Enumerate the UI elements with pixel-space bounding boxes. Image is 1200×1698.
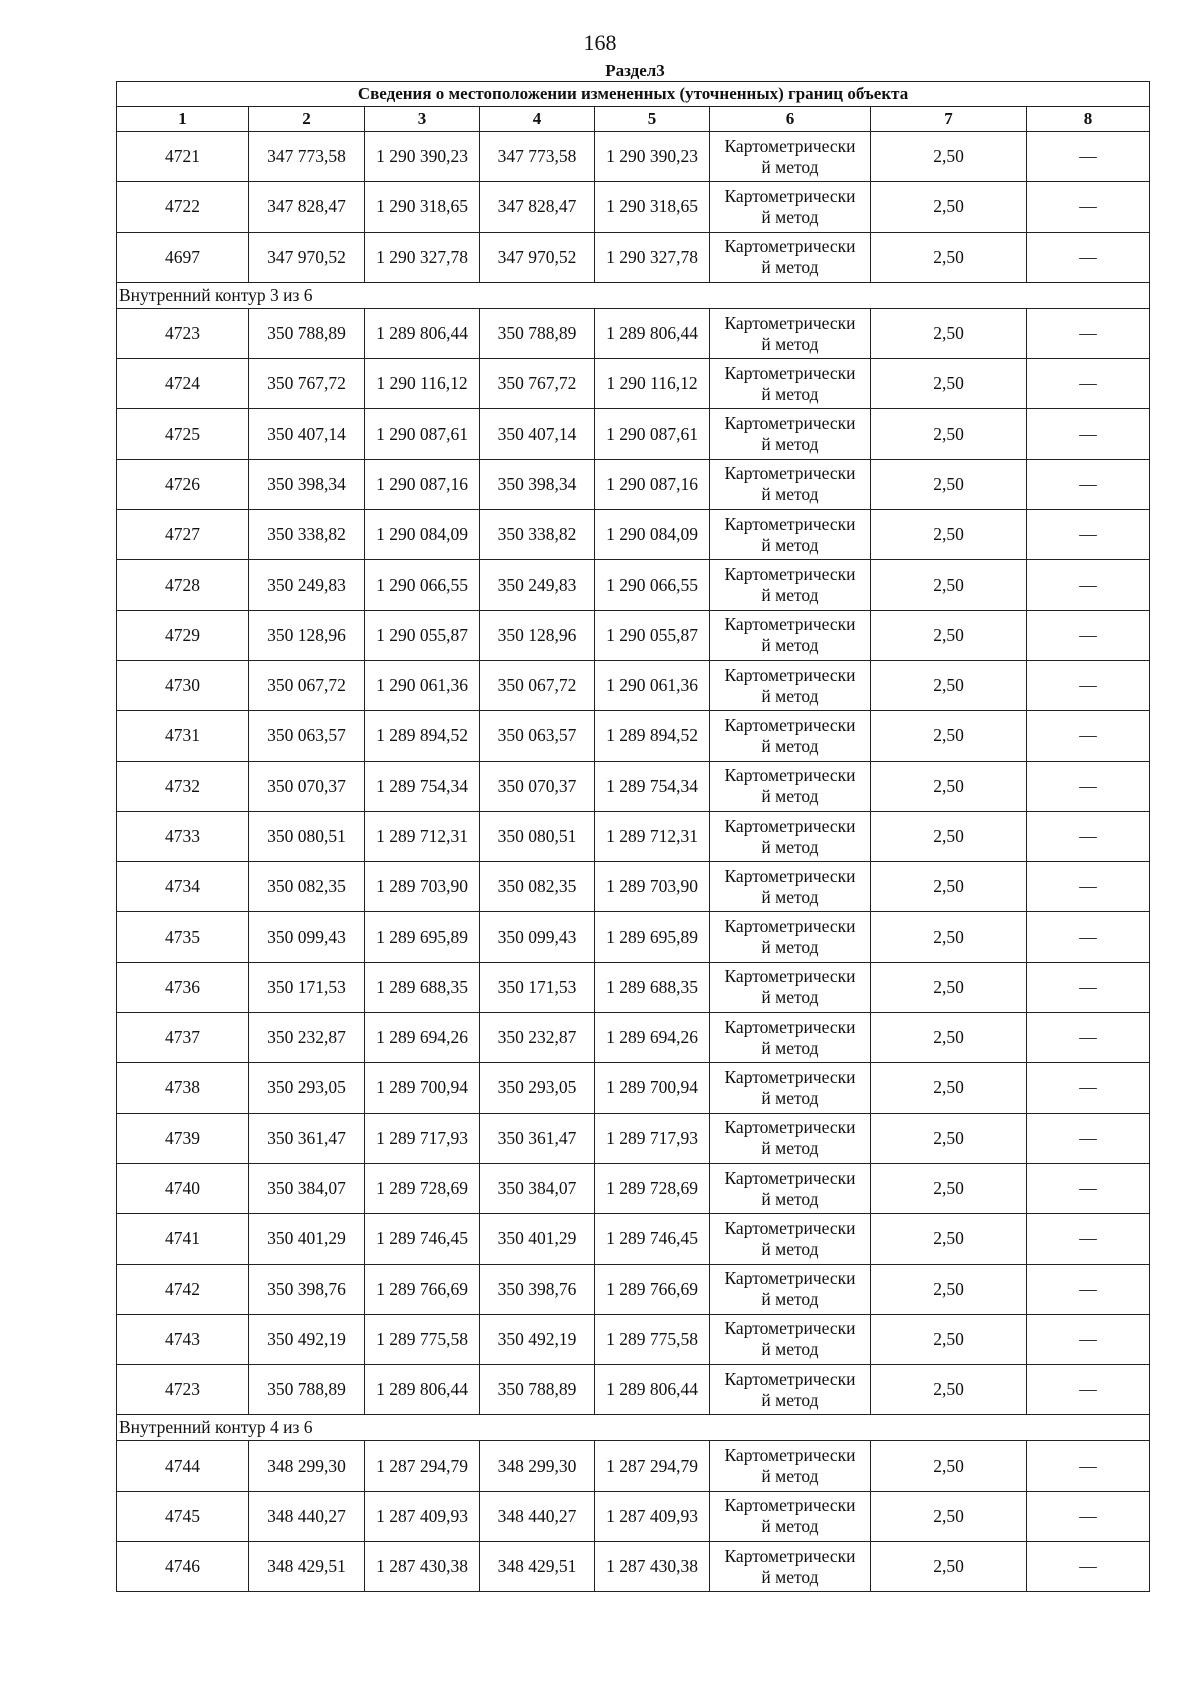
table-row xyxy=(117,711,1150,761)
method-cell: Картометрически й метод xyxy=(710,1441,871,1491)
accuracy-cell: 2,50 xyxy=(871,1542,1027,1592)
accuracy-cell: 2,50 xyxy=(871,761,1027,811)
x-coordinate-cell: 350 082,35 xyxy=(480,862,595,912)
y-coordinate-cell: 1 290 087,16 xyxy=(365,459,480,509)
y-coordinate-cell: 1 290 084,09 xyxy=(595,510,710,560)
description-cell: — xyxy=(1027,1163,1150,1213)
y-coordinate-cell: 1 287 294,79 xyxy=(595,1441,710,1491)
table-row xyxy=(117,1542,1150,1592)
table-row xyxy=(117,1314,1150,1364)
accuracy-cell: 2,50 xyxy=(871,1264,1027,1314)
point-number-cell: 4727 xyxy=(117,510,249,560)
table-row xyxy=(117,761,1150,811)
table-row xyxy=(117,912,1150,962)
y-coordinate-cell: 1 289 746,45 xyxy=(595,1214,710,1264)
x-coordinate-cell: 350 063,57 xyxy=(480,711,595,761)
y-coordinate-cell: 1 290 087,61 xyxy=(595,409,710,459)
x-coordinate-cell: 347 970,52 xyxy=(249,232,365,282)
method-cell: Картометрически й метод xyxy=(710,912,871,962)
point-number-cell: 4730 xyxy=(117,660,249,710)
method-cell: Картометрически й метод xyxy=(710,359,871,409)
x-coordinate-cell: 347 828,47 xyxy=(480,182,595,232)
table-row xyxy=(117,1491,1150,1541)
point-number-cell: 4736 xyxy=(117,962,249,1012)
table-row xyxy=(117,1264,1150,1314)
description-cell: — xyxy=(1027,1013,1150,1063)
description-cell: — xyxy=(1027,1214,1150,1264)
accuracy-cell: 2,50 xyxy=(871,560,1027,610)
y-coordinate-cell: 1 289 712,31 xyxy=(365,811,480,861)
y-coordinate-cell: 1 289 703,90 xyxy=(365,862,480,912)
x-coordinate-cell: 350 401,29 xyxy=(249,1214,365,1264)
table-row xyxy=(117,308,1150,358)
column-header: 6 xyxy=(710,107,871,132)
x-coordinate-cell: 350 398,34 xyxy=(480,459,595,509)
x-coordinate-cell: 348 440,27 xyxy=(249,1491,365,1541)
y-coordinate-cell: 1 290 116,12 xyxy=(595,359,710,409)
accuracy-cell: 2,50 xyxy=(871,1063,1027,1113)
description-cell: — xyxy=(1027,409,1150,459)
x-coordinate-cell: 350 171,53 xyxy=(480,962,595,1012)
point-number-cell: 4746 xyxy=(117,1542,249,1592)
column-header: 3 xyxy=(365,107,480,132)
y-coordinate-cell: 1 290 318,65 xyxy=(595,182,710,232)
method-cell: Картометрически й метод xyxy=(710,232,871,282)
point-number-cell: 4738 xyxy=(117,1063,249,1113)
x-coordinate-cell: 350 401,29 xyxy=(480,1214,595,1264)
description-cell: — xyxy=(1027,182,1150,232)
x-coordinate-cell: 350 767,72 xyxy=(249,359,365,409)
y-coordinate-cell: 1 290 066,55 xyxy=(365,560,480,610)
x-coordinate-cell: 350 070,37 xyxy=(249,761,365,811)
y-coordinate-cell: 1 290 066,55 xyxy=(595,560,710,610)
y-coordinate-cell: 1 287 294,79 xyxy=(365,1441,480,1491)
accuracy-cell: 2,50 xyxy=(871,811,1027,861)
column-header: 8 xyxy=(1027,107,1150,132)
point-number-cell: 4743 xyxy=(117,1314,249,1364)
x-coordinate-cell: 350 788,89 xyxy=(480,308,595,358)
accuracy-cell: 2,50 xyxy=(871,132,1027,182)
method-cell: Картометрически й метод xyxy=(710,1063,871,1113)
point-number-cell: 4728 xyxy=(117,560,249,610)
table-row xyxy=(117,1113,1150,1163)
y-coordinate-cell: 1 290 327,78 xyxy=(365,232,480,282)
x-coordinate-cell: 350 293,05 xyxy=(249,1063,365,1113)
x-coordinate-cell: 348 299,30 xyxy=(249,1441,365,1491)
x-coordinate-cell: 350 099,43 xyxy=(249,912,365,962)
table-row xyxy=(117,811,1150,861)
x-coordinate-cell: 350 080,51 xyxy=(480,811,595,861)
accuracy-cell: 2,50 xyxy=(871,962,1027,1012)
x-coordinate-cell: 350 384,07 xyxy=(249,1163,365,1213)
method-cell: Картометрически й метод xyxy=(710,560,871,610)
method-cell: Картометрически й метод xyxy=(710,811,871,861)
accuracy-cell: 2,50 xyxy=(871,1441,1027,1491)
y-coordinate-cell: 1 289 806,44 xyxy=(595,1365,710,1415)
table-row xyxy=(117,1441,1150,1491)
x-coordinate-cell: 350 063,57 xyxy=(249,711,365,761)
method-cell: Картометрически й метод xyxy=(710,1491,871,1541)
x-coordinate-cell: 350 249,83 xyxy=(249,560,365,610)
x-coordinate-cell: 350 338,82 xyxy=(480,510,595,560)
description-cell: — xyxy=(1027,811,1150,861)
y-coordinate-cell: 1 290 327,78 xyxy=(595,232,710,282)
y-coordinate-cell: 1 289 766,69 xyxy=(365,1264,480,1314)
contour-label: Внутренний контур 4 из 6 xyxy=(117,1415,1150,1441)
y-coordinate-cell: 1 290 061,36 xyxy=(595,660,710,710)
accuracy-cell: 2,50 xyxy=(871,1314,1027,1364)
column-header: 4 xyxy=(480,107,595,132)
y-coordinate-cell: 1 287 430,38 xyxy=(595,1542,710,1592)
x-coordinate-cell: 350 492,19 xyxy=(249,1314,365,1364)
point-number-cell: 4729 xyxy=(117,610,249,660)
point-number-cell: 4742 xyxy=(117,1264,249,1314)
y-coordinate-cell: 1 290 087,61 xyxy=(365,409,480,459)
table-row xyxy=(117,232,1150,282)
y-coordinate-cell: 1 290 318,65 xyxy=(365,182,480,232)
description-cell: — xyxy=(1027,1491,1150,1541)
accuracy-cell: 2,50 xyxy=(871,610,1027,660)
description-cell: — xyxy=(1027,132,1150,182)
table-row xyxy=(117,510,1150,560)
method-cell: Картометрически й метод xyxy=(710,1163,871,1213)
description-cell: — xyxy=(1027,1314,1150,1364)
y-coordinate-cell: 1 289 754,34 xyxy=(595,761,710,811)
x-coordinate-cell: 350 788,89 xyxy=(249,1365,365,1415)
method-cell: Картометрически й метод xyxy=(710,132,871,182)
accuracy-cell: 2,50 xyxy=(871,359,1027,409)
table-row xyxy=(117,1365,1150,1415)
point-number-cell: 4735 xyxy=(117,912,249,962)
y-coordinate-cell: 1 290 087,16 xyxy=(595,459,710,509)
accuracy-cell: 2,50 xyxy=(871,1491,1027,1541)
accuracy-cell: 2,50 xyxy=(871,1214,1027,1264)
x-coordinate-cell: 347 773,58 xyxy=(249,132,365,182)
contour-header-row xyxy=(117,282,1150,308)
x-coordinate-cell: 350 767,72 xyxy=(480,359,595,409)
description-cell: — xyxy=(1027,1441,1150,1491)
y-coordinate-cell: 1 289 695,89 xyxy=(595,912,710,962)
y-coordinate-cell: 1 289 694,26 xyxy=(365,1013,480,1063)
y-coordinate-cell: 1 289 806,44 xyxy=(595,308,710,358)
accuracy-cell: 2,50 xyxy=(871,711,1027,761)
y-coordinate-cell: 1 289 754,34 xyxy=(365,761,480,811)
y-coordinate-cell: 1 289 700,94 xyxy=(365,1063,480,1113)
contour-label: Внутренний контур 3 из 6 xyxy=(117,282,1150,308)
accuracy-cell: 2,50 xyxy=(871,862,1027,912)
y-coordinate-cell: 1 289 894,52 xyxy=(365,711,480,761)
x-coordinate-cell: 347 970,52 xyxy=(480,232,595,282)
point-number-cell: 4734 xyxy=(117,862,249,912)
x-coordinate-cell: 350 249,83 xyxy=(480,560,595,610)
method-cell: Картометрически й метод xyxy=(710,1113,871,1163)
method-cell: Картометрически й метод xyxy=(710,660,871,710)
method-cell: Картометрически й метод xyxy=(710,1013,871,1063)
point-number-cell: 4739 xyxy=(117,1113,249,1163)
y-coordinate-cell: 1 289 700,94 xyxy=(595,1063,710,1113)
x-coordinate-cell: 347 828,47 xyxy=(249,182,365,232)
point-number-cell: 4726 xyxy=(117,459,249,509)
point-number-cell: 4737 xyxy=(117,1013,249,1063)
description-cell: — xyxy=(1027,711,1150,761)
y-coordinate-cell: 1 287 409,93 xyxy=(595,1491,710,1541)
column-header: 1 xyxy=(117,107,249,132)
accuracy-cell: 2,50 xyxy=(871,308,1027,358)
table-row xyxy=(117,409,1150,459)
x-coordinate-cell: 350 082,35 xyxy=(249,862,365,912)
section-title: Раздел3 xyxy=(605,61,665,80)
description-cell: — xyxy=(1027,510,1150,560)
accuracy-cell: 2,50 xyxy=(871,912,1027,962)
x-coordinate-cell: 350 788,89 xyxy=(249,308,365,358)
method-cell: Картометрически й метод xyxy=(710,1264,871,1314)
accuracy-cell: 2,50 xyxy=(871,510,1027,560)
accuracy-cell: 2,50 xyxy=(871,409,1027,459)
description-cell: — xyxy=(1027,1542,1150,1592)
contour-header-row xyxy=(117,1415,1150,1441)
method-cell: Картометрически й метод xyxy=(710,862,871,912)
y-coordinate-cell: 1 289 728,69 xyxy=(365,1163,480,1213)
y-coordinate-cell: 1 289 766,69 xyxy=(595,1264,710,1314)
method-cell: Картометрически й метод xyxy=(710,761,871,811)
y-coordinate-cell: 1 290 116,12 xyxy=(365,359,480,409)
y-coordinate-cell: 1 289 806,44 xyxy=(365,308,480,358)
x-coordinate-cell: 350 070,37 xyxy=(480,761,595,811)
y-coordinate-cell: 1 289 775,58 xyxy=(365,1314,480,1364)
point-number-cell: 4741 xyxy=(117,1214,249,1264)
y-coordinate-cell: 1 289 688,35 xyxy=(595,962,710,1012)
x-coordinate-cell: 350 788,89 xyxy=(480,1365,595,1415)
y-coordinate-cell: 1 289 806,44 xyxy=(365,1365,480,1415)
point-number-cell: 4722 xyxy=(117,182,249,232)
accuracy-cell: 2,50 xyxy=(871,459,1027,509)
x-coordinate-cell: 350 384,07 xyxy=(480,1163,595,1213)
method-cell: Картометрически й метод xyxy=(710,1365,871,1415)
x-coordinate-cell: 350 361,47 xyxy=(249,1113,365,1163)
table-row xyxy=(117,1214,1150,1264)
x-coordinate-cell: 350 232,87 xyxy=(249,1013,365,1063)
point-number-cell: 4723 xyxy=(117,1365,249,1415)
x-coordinate-cell: 350 128,96 xyxy=(249,610,365,660)
point-number-cell: 4740 xyxy=(117,1163,249,1213)
point-number-cell: 4721 xyxy=(117,132,249,182)
table-body xyxy=(117,132,1150,1592)
y-coordinate-cell: 1 289 694,26 xyxy=(595,1013,710,1063)
description-cell: — xyxy=(1027,761,1150,811)
method-cell: Картометрически й метод xyxy=(710,1314,871,1364)
table-row xyxy=(117,610,1150,660)
y-coordinate-cell: 1 290 390,23 xyxy=(595,132,710,182)
method-cell: Картометрически й метод xyxy=(710,711,871,761)
column-header: 7 xyxy=(871,107,1027,132)
x-coordinate-cell: 350 398,76 xyxy=(480,1264,595,1314)
description-cell: — xyxy=(1027,962,1150,1012)
point-number-cell: 4731 xyxy=(117,711,249,761)
y-coordinate-cell: 1 290 084,09 xyxy=(365,510,480,560)
y-coordinate-cell: 1 289 746,45 xyxy=(365,1214,480,1264)
y-coordinate-cell: 1 289 728,69 xyxy=(595,1163,710,1213)
point-number-cell: 4723 xyxy=(117,308,249,358)
accuracy-cell: 2,50 xyxy=(871,1365,1027,1415)
coordinates-table xyxy=(116,81,1150,1592)
method-cell: Картометрически й метод xyxy=(710,459,871,509)
table-row xyxy=(117,560,1150,610)
description-cell: — xyxy=(1027,660,1150,710)
method-cell: Картометрически й метод xyxy=(710,1214,871,1264)
accuracy-cell: 2,50 xyxy=(871,182,1027,232)
x-coordinate-cell: 350 232,87 xyxy=(480,1013,595,1063)
table-row xyxy=(117,1063,1150,1113)
x-coordinate-cell: 350 080,51 xyxy=(249,811,365,861)
description-cell: — xyxy=(1027,912,1150,962)
x-coordinate-cell: 350 398,34 xyxy=(249,459,365,509)
method-cell: Картометрически й метод xyxy=(710,182,871,232)
x-coordinate-cell: 350 398,76 xyxy=(249,1264,365,1314)
description-cell: — xyxy=(1027,359,1150,409)
x-coordinate-cell: 348 440,27 xyxy=(480,1491,595,1541)
x-coordinate-cell: 350 361,47 xyxy=(480,1113,595,1163)
method-cell: Картометрически й метод xyxy=(710,610,871,660)
point-number-cell: 4697 xyxy=(117,232,249,282)
table-row xyxy=(117,459,1150,509)
y-coordinate-cell: 1 289 703,90 xyxy=(595,862,710,912)
x-coordinate-cell: 350 293,05 xyxy=(480,1063,595,1113)
column-header-row xyxy=(117,107,1150,132)
method-cell: Картометрически й метод xyxy=(710,409,871,459)
x-coordinate-cell: 348 429,51 xyxy=(249,1542,365,1592)
accuracy-cell: 2,50 xyxy=(871,232,1027,282)
description-cell: — xyxy=(1027,610,1150,660)
method-cell: Картометрически й метод xyxy=(710,510,871,560)
point-number-cell: 4733 xyxy=(117,811,249,861)
y-coordinate-cell: 1 290 390,23 xyxy=(365,132,480,182)
description-cell: — xyxy=(1027,1264,1150,1314)
x-coordinate-cell: 350 067,72 xyxy=(480,660,595,710)
y-coordinate-cell: 1 289 717,93 xyxy=(595,1113,710,1163)
table-row xyxy=(117,1013,1150,1063)
description-cell: — xyxy=(1027,1113,1150,1163)
description-cell: — xyxy=(1027,560,1150,610)
point-number-cell: 4724 xyxy=(117,359,249,409)
description-cell: — xyxy=(1027,862,1150,912)
x-coordinate-cell: 350 128,96 xyxy=(480,610,595,660)
y-coordinate-cell: 1 289 688,35 xyxy=(365,962,480,1012)
method-cell: Картометрически й метод xyxy=(710,308,871,358)
description-cell: — xyxy=(1027,308,1150,358)
column-header: 2 xyxy=(249,107,365,132)
description-cell: — xyxy=(1027,232,1150,282)
description-cell: — xyxy=(1027,459,1150,509)
method-cell: Картометрически й метод xyxy=(710,962,871,1012)
x-coordinate-cell: 350 067,72 xyxy=(249,660,365,710)
y-coordinate-cell: 1 289 894,52 xyxy=(595,711,710,761)
x-coordinate-cell: 350 099,43 xyxy=(480,912,595,962)
x-coordinate-cell: 347 773,58 xyxy=(480,132,595,182)
table-row xyxy=(117,359,1150,409)
x-coordinate-cell: 350 338,82 xyxy=(249,510,365,560)
table-row xyxy=(117,660,1150,710)
y-coordinate-cell: 1 289 775,58 xyxy=(595,1314,710,1364)
table-row xyxy=(117,132,1150,182)
x-coordinate-cell: 350 171,53 xyxy=(249,962,365,1012)
column-header: 5 xyxy=(595,107,710,132)
accuracy-cell: 2,50 xyxy=(871,1013,1027,1063)
y-coordinate-cell: 1 289 717,93 xyxy=(365,1113,480,1163)
point-number-cell: 4725 xyxy=(117,409,249,459)
y-coordinate-cell: 1 290 061,36 xyxy=(365,660,480,710)
y-coordinate-cell: 1 290 055,87 xyxy=(595,610,710,660)
y-coordinate-cell: 1 287 409,93 xyxy=(365,1491,480,1541)
y-coordinate-cell: 1 287 430,38 xyxy=(365,1542,480,1592)
accuracy-cell: 2,50 xyxy=(871,1163,1027,1213)
y-coordinate-cell: 1 290 055,87 xyxy=(365,610,480,660)
x-coordinate-cell: 348 299,30 xyxy=(480,1441,595,1491)
x-coordinate-cell: 350 407,14 xyxy=(249,409,365,459)
x-coordinate-cell: 350 407,14 xyxy=(480,409,595,459)
table-row xyxy=(117,182,1150,232)
accuracy-cell: 2,50 xyxy=(871,660,1027,710)
page-number: 168 xyxy=(583,30,617,55)
accuracy-cell: 2,50 xyxy=(871,1113,1027,1163)
x-coordinate-cell: 348 429,51 xyxy=(480,1542,595,1592)
table-row xyxy=(117,962,1150,1012)
table-row xyxy=(117,862,1150,912)
point-number-cell: 4732 xyxy=(117,761,249,811)
point-number-cell: 4744 xyxy=(117,1441,249,1491)
table-caption: Сведения о местоположении измененных (уточненных) границ объекта xyxy=(117,82,1150,107)
method-cell: Картометрически й метод xyxy=(710,1542,871,1592)
description-cell: — xyxy=(1027,1063,1150,1113)
x-coordinate-cell: 350 492,19 xyxy=(480,1314,595,1364)
y-coordinate-cell: 1 289 695,89 xyxy=(365,912,480,962)
description-cell: — xyxy=(1027,1365,1150,1415)
point-number-cell: 4745 xyxy=(117,1491,249,1541)
y-coordinate-cell: 1 289 712,31 xyxy=(595,811,710,861)
table-row xyxy=(117,1163,1150,1213)
